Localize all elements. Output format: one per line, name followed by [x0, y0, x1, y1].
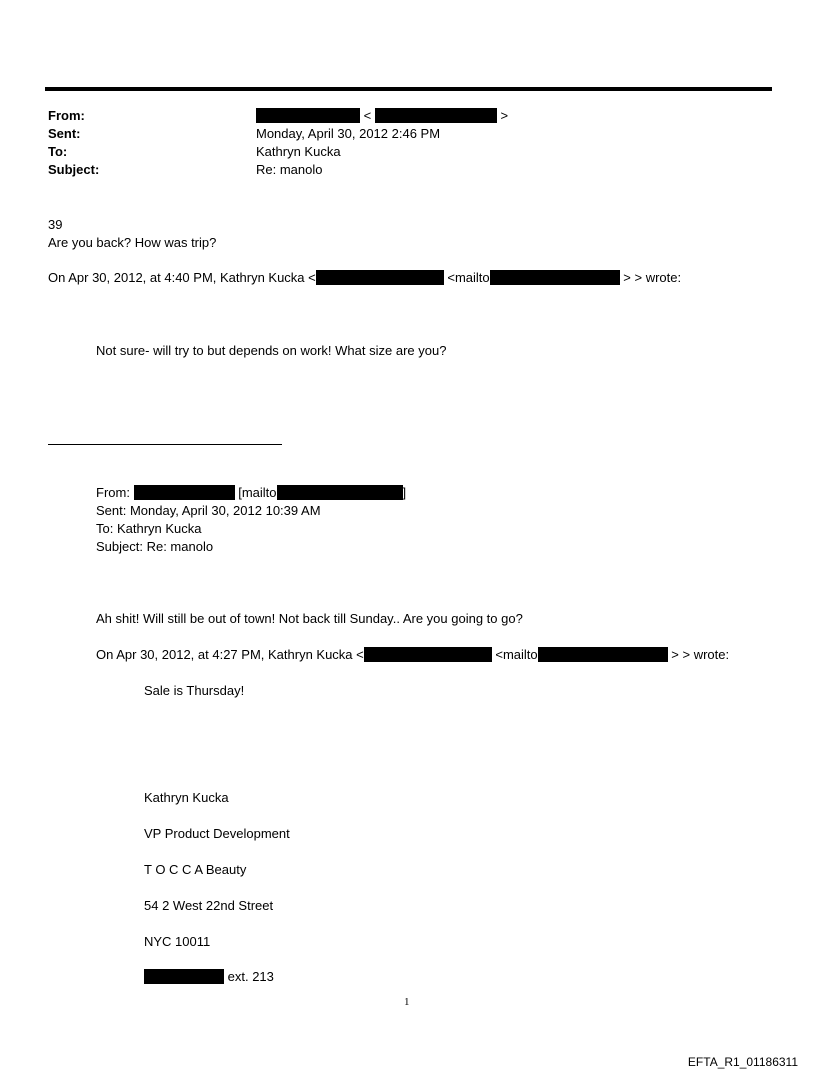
fwd-subject: Subject: Re: manolo	[96, 539, 214, 554]
fwd-close: ]	[402, 485, 407, 500]
to-value: Kathryn Kucka	[256, 144, 341, 159]
redaction-bar	[277, 485, 403, 500]
quote1-suffix: > > wrote:	[623, 270, 682, 285]
from-label: From:	[48, 108, 85, 123]
fwd-mailto: [mailto	[238, 485, 277, 500]
redaction-bar	[144, 969, 224, 984]
redaction-bar	[256, 108, 360, 123]
reply-text: Not sure- will try to but depends on work! What size are you?	[96, 343, 447, 358]
fwd-from-label: From:	[96, 485, 130, 500]
from-gt: >	[500, 108, 509, 123]
bates-number: EFTA_R1_01186311	[687, 1055, 798, 1069]
redaction-bar	[316, 270, 444, 285]
sig-name: Kathryn Kucka	[144, 790, 229, 805]
redaction-bar	[538, 647, 668, 662]
fwd-message: Ah shit! Will still be out of town! Not back till Sunday.. Are you going to go?	[96, 611, 523, 626]
redaction-bar	[490, 270, 620, 285]
from-value	[256, 108, 508, 123]
sent-label: Sent:	[48, 126, 81, 141]
sig-company: T O C C A Beauty	[144, 862, 247, 877]
redaction-bar	[364, 647, 492, 662]
header-divider	[45, 87, 772, 91]
redaction-bar	[134, 485, 235, 500]
subject-value: Re: manolo	[256, 162, 323, 177]
sig-title: VP Product Development	[144, 826, 290, 841]
body-line-39: 39	[48, 217, 63, 232]
sig-address: 54 2 West 22nd Street	[144, 898, 274, 913]
body-question: Are you back? How was trip?	[48, 235, 217, 250]
sent-value: Monday, April 30, 2012 2:46 PM	[256, 126, 441, 141]
fwd-from	[96, 485, 406, 500]
sale-text: Sale is Thursday!	[144, 683, 245, 698]
quote2-mailto: <mailto	[495, 647, 538, 662]
quote2-prefix: On Apr 30, 2012, at 4:27 PM, Kathryn Kucka <	[96, 647, 364, 662]
page-number: 1	[404, 996, 410, 1008]
fwd-sent: Sent: Monday, April 30, 2012 10:39 AM	[96, 503, 321, 518]
redaction-bar	[375, 108, 497, 123]
sig-city: NYC 10011	[144, 934, 211, 949]
subject-label: Subject:	[48, 162, 100, 177]
quote1-mailto: <mailto	[447, 270, 490, 285]
quote1-prefix: On Apr 30, 2012, at 4:40 PM, Kathryn Kucka <	[48, 270, 316, 285]
sig-ext: ext. 213	[227, 969, 274, 984]
from-lt: <	[363, 108, 372, 123]
quote-line-2	[96, 647, 729, 662]
quote-line-1	[48, 270, 681, 285]
sig-phone	[144, 969, 274, 984]
separator-line	[48, 444, 282, 445]
to-label: To:	[48, 144, 68, 159]
fwd-to: To: Kathryn Kucka	[96, 521, 202, 536]
quote2-suffix: > > wrote:	[671, 647, 730, 662]
